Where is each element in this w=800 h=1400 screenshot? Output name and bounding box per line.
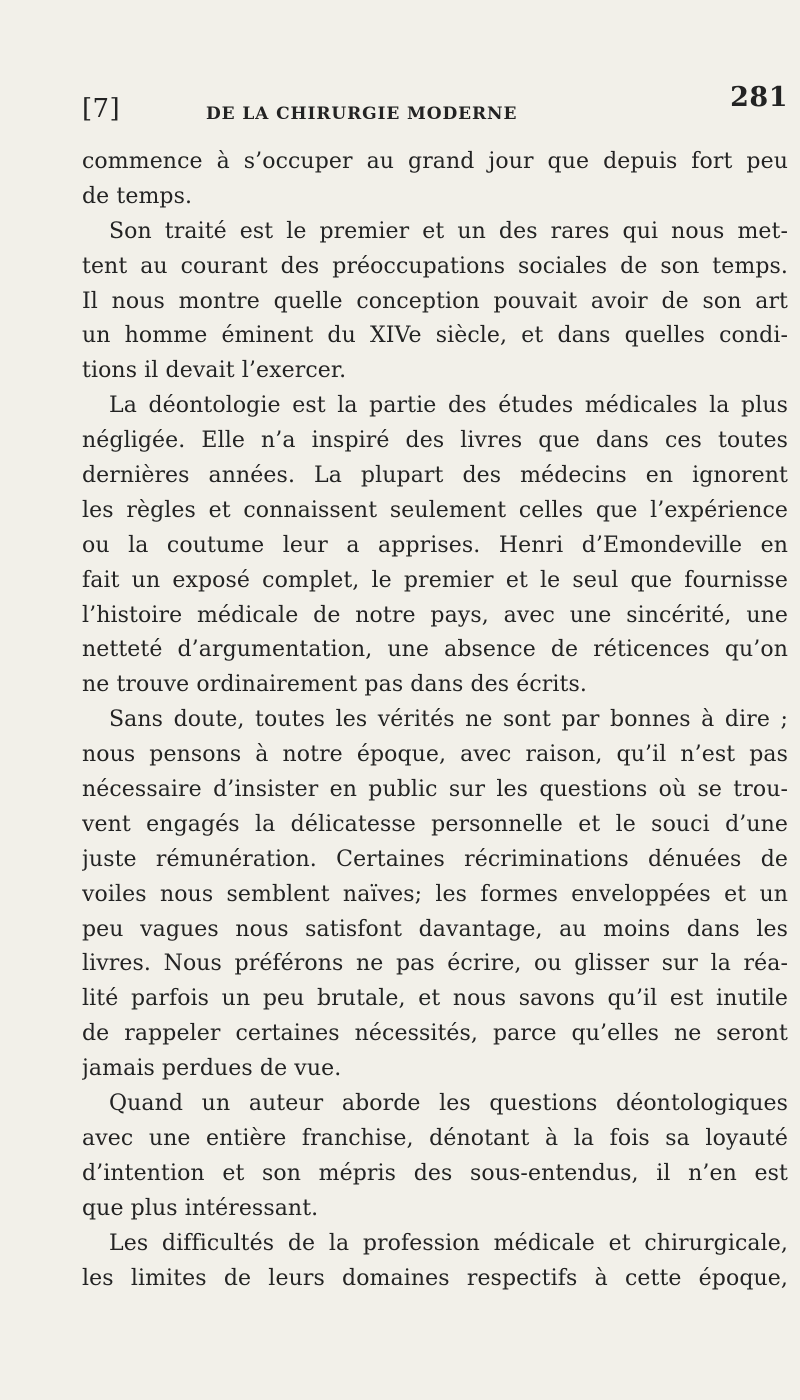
text-line: les règles et connaissent seulement celles que l’expérience: [82, 497, 788, 523]
page-number-bracketed: [7]: [82, 94, 121, 124]
text-line: de temps.: [82, 183, 193, 209]
text-line: peu vagues nous satisfont davantage, au moins dans les: [82, 916, 788, 942]
text-line: d’intention et son mépris des sous-entendus, il n’en est: [82, 1160, 788, 1186]
text-line: Sans doute, toutes les vérités ne sont par bonnes à dire ;: [109, 707, 788, 733]
text-line: ne trouve ordinairement pas dans des écrits.: [82, 672, 587, 698]
text-line: fait un exposé complet, le premier et le seul que fournisse: [82, 567, 788, 593]
page-number: 281: [730, 82, 788, 113]
text-line: voiles nous semblent naïves; les formes enveloppées et un: [82, 881, 788, 907]
text-line: les limites de leurs domaines respectifs à cette époque,: [82, 1265, 788, 1291]
text-line: nécessaire d’insister en public sur les questions où se trou-: [82, 777, 788, 803]
text-line: ou la coutume leur a apprises. Henri d’Emondeville en: [82, 532, 788, 558]
text-line: tent au courant des préoccupations sociales de son temps.: [82, 253, 788, 279]
text-line: de rappeler certaines nécessités, parce qu’elles ne seront: [82, 1021, 788, 1047]
text-line: netteté d’argumentation, une absence de réticences qu’on: [82, 637, 788, 663]
text-line: que plus intéressant.: [82, 1195, 319, 1221]
text-line: lité parfois un peu brutale, et nous savons qu’il est inutile: [82, 986, 788, 1012]
text-line: La déontologie est la partie des études médicales la plus: [109, 393, 788, 419]
text-line: tions il devait l’exercer.: [82, 358, 347, 384]
text-line: Il nous montre quelle conception pouvait avoir de son art: [82, 288, 788, 314]
text-line: Les difficultés de la profession médicale et chirurgicale,: [109, 1230, 788, 1256]
text-line: livres. Nous préférons ne pas écrire, ou glisser sur la réa-: [82, 951, 788, 977]
running-title: DE LA CHIRURGIE MODERNE: [206, 104, 518, 124]
text-line: avec une entière franchise, dénotant à la fois sa loyauté: [82, 1125, 788, 1151]
text-line: commence à s’occuper au grand jour que depuis fort peu: [82, 149, 788, 174]
text-line: juste rémunération. Certaines récriminations dénuées de: [82, 846, 788, 872]
body-text: [82, 145, 788, 1296]
text-line: vent engagés la délicatesse personnelle et le souci d’une: [82, 811, 788, 837]
text-line: Quand un auteur aborde les questions déontologiques: [109, 1091, 788, 1117]
text-line: jamais perdues de vue.: [82, 1056, 342, 1082]
text-line: Son traité est le premier et un des rares qui nous met-: [109, 218, 788, 244]
text-line: l’histoire médicale de notre pays, avec une sincérité, une: [82, 602, 788, 628]
text-line: dernières années. La plupart des médecins en ignorent: [82, 463, 788, 489]
text-line: un homme éminent du XIVe siècle, et dans quelles condi-: [82, 323, 788, 349]
text-line: négligée. Elle n’a inspiré des livres que dans ces toutes: [82, 428, 788, 454]
running-header: [82, 82, 788, 130]
text-line: nous pensons à notre époque, avec raison, qu’il n’est pas: [82, 742, 788, 768]
